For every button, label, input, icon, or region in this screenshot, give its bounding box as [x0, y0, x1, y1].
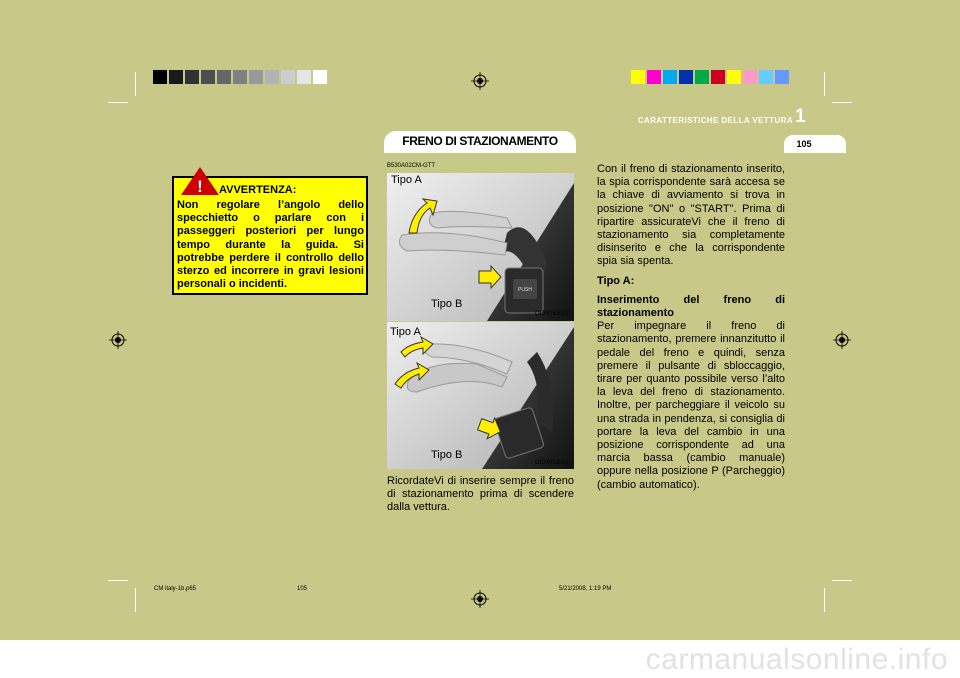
crop-mark: [135, 72, 136, 96]
figure-code: B530A02CM-GTT: [387, 163, 436, 169]
figure-caption-1: OCM053002: [535, 311, 570, 317]
color-swatch: [297, 70, 313, 84]
crop-mark: [135, 588, 136, 612]
color-swatch: [217, 70, 233, 84]
crop-mark: [824, 72, 825, 96]
color-swatch: [663, 70, 679, 84]
tipo-a-heading: Tipo A:: [597, 274, 635, 287]
intro-paragraph: Con il freno di stazionamento inserito, la spia corrispondente sarà accesa se la chiave di avviamento si trova in posizione "ON" o "START". Prima di ripartire assicurateVi che il freno di stazionamento sia completamente disinserito e che la corrispondente spia sia spenta.: [597, 163, 785, 268]
chapter-label: CARATTERISTICHE DELLA VETTURA: [637, 116, 793, 125]
color-swatch: [249, 70, 265, 84]
watermark-site: carmanualsonline.info: [645, 643, 948, 676]
parking-brake-photo-1: [387, 173, 574, 321]
warning-symbol: !: [197, 177, 203, 196]
color-swatch: [153, 70, 169, 84]
color-swatch: [281, 70, 297, 84]
color-swatch: [679, 70, 695, 84]
color-swatch: [631, 70, 647, 84]
color-swatch: [759, 70, 775, 84]
color-swatch: [185, 70, 201, 84]
color-swatch: [695, 70, 711, 84]
footer-date: 5/21/2008, 1:19 PM: [559, 586, 612, 592]
reminder-text: RicordateVi di inserire sempre il freno di stazionamento prima di scendere dalla vettura.: [387, 475, 574, 514]
right-column: [597, 163, 785, 492]
section-title: FRENO DI STAZIONAMENTO: [402, 134, 558, 148]
registration-mark-icon: [471, 590, 489, 608]
color-swatch: [727, 70, 743, 84]
color-bar: [631, 70, 791, 84]
crop-mark: [108, 580, 128, 581]
warning-triangle-icon: [180, 166, 220, 196]
crop-mark: [108, 102, 128, 103]
footer-page: 105: [297, 586, 308, 592]
parking-brake-photo-2: [387, 322, 574, 469]
color-swatch: [647, 70, 663, 84]
crop-mark: [832, 580, 852, 581]
tipo-a-label-2: Tipo A: [390, 326, 421, 338]
registration-mark-icon: [109, 331, 127, 349]
crop-mark: [824, 588, 825, 612]
color-swatch: [169, 70, 185, 84]
instructions-paragraph: Per impegnare il freno di stazionamento, premere innanzitutto il pedale del freno e quindi, senza premere il pulsante di sbloccaggio, tirare per quanto possibile verso l’alto la leva del freno di stazionamento. Inoltre, per parcheggiare il veicolo su una strada in pendenza, si consiglia di portare la leva del cambio in una posizione corrispondente ad una marcia bassa (cambio manuale) oppure nella posizione P (Parcheggio) (cambio automatico).: [597, 320, 785, 491]
registration-mark-icon: [471, 72, 489, 90]
crop-mark: [832, 102, 852, 103]
tipo-b-label-1: Tipo B: [431, 298, 463, 310]
push-button-text: PUSH: [518, 287, 532, 293]
footer-file: CM italy-1b.p65: [154, 586, 197, 592]
color-swatch: [775, 70, 791, 84]
registration-mark-icon: [833, 331, 851, 349]
tipo-b-label-2: Tipo B: [431, 449, 463, 461]
color-swatch: [743, 70, 759, 84]
warning-text: Non regolare l’angolo dello specchietto o parlare con i passeggeri posteriori per lungo tempo durante la guida. Si potrebbe perdere il controllo dello sterzo ed incorrere in gravi lesioni personali o incidenti.: [177, 199, 364, 291]
grayscale-bar: [153, 70, 329, 84]
color-swatch: [265, 70, 281, 84]
tipo-a-label-1: Tipo A: [391, 174, 422, 186]
color-swatch: [233, 70, 249, 84]
chapter-number: 1: [795, 106, 806, 127]
color-swatch: [711, 70, 727, 84]
subheading: Inserimento del freno di stazionamento: [597, 293, 785, 320]
warning-title: AVVERTENZA:: [219, 184, 297, 196]
figure-caption-2: OCM053007: [535, 460, 570, 466]
color-swatch: [201, 70, 217, 84]
page-number: 105: [796, 139, 812, 149]
color-swatch: [313, 70, 329, 84]
